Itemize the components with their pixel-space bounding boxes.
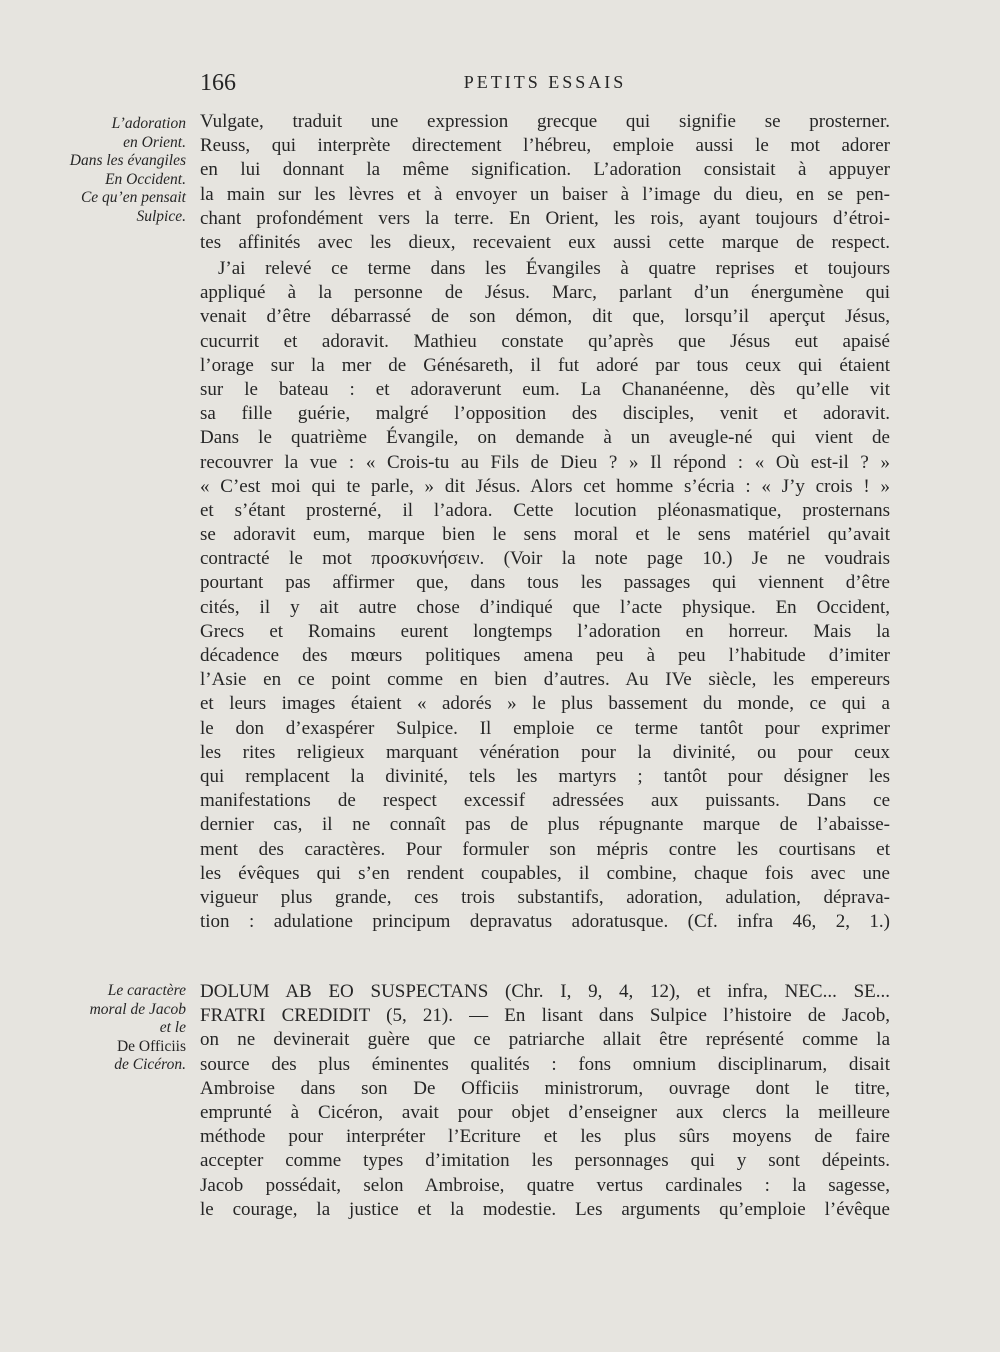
text-line: se adoravit eum, marque bien le sens moral et le sens matériel qu’avait (200, 524, 890, 546)
text-line: le don d’exaspérer Sulpice. Il emploie ce terme tantôt pour exprimer (200, 717, 890, 739)
text-line: l’Asie en ce point comme en bien d’autres. Au IVe siècle, les empereurs (200, 669, 890, 691)
text-line: décadence des mœurs politiques amena peu à peu l’habitude d’imiter (200, 645, 890, 666)
text-line: Ambroise dans son De Officiis ministrorum, ouvrage dont le titre, (200, 1077, 890, 1099)
text-line: FRATRI CREDIDIT (5, 21). — En lisant dans Sulpice l’histoire de Jacob, (200, 1005, 890, 1027)
margin-line: Le caractère (107, 982, 186, 999)
text-line: cités, il y ait autre chose d’indiqué que l’acte physique. En Occident, (200, 596, 890, 618)
text-line: DOLUM AB EO SUSPECTANS (Chr. I, 9, 4, 12), et infra, NEC... SE... (200, 981, 890, 1002)
text-line: les évêques qui s’en rendent coupables, il combine, chaque fois avec une (200, 862, 890, 884)
text-line: Grecs et Romains eurent longtemps l’adoration en horreur. Mais la (200, 620, 890, 642)
text-line: tion : adulatione principum depravatus adoratusque. (Cf. infra 46, 2, 1.) (200, 911, 890, 933)
text-line: accepter comme types d’imitation les personnages qui y sont dépeints. (200, 1150, 890, 1172)
margin-line: Ce qu’en pensait (80, 189, 186, 206)
text-line: recouvrer la vue : « Crois-tu au Fils de Dieu ? » Il répond : « Où est-il ? » (200, 451, 890, 473)
margin-line: De Officiis (116, 1037, 186, 1055)
margin-line: en Orient. (123, 133, 186, 151)
margin-line: moral de Jacob (89, 1000, 186, 1018)
text-line: dernier cas, il ne connaît pas de plus répugnante marque de l’abaisse- (200, 814, 890, 836)
text-line: J’ai relevé ce terme dans les Évangiles à quatre reprises et toujours (218, 258, 890, 279)
text-line: la main sur les lèvres et à envoyer un baiser à l’image du dieu, en se pen- (200, 183, 890, 205)
text-line: tes affinités avec les dieux, recevaient eux aussi cette marque de respect. (200, 231, 890, 253)
margin-line: Dans les évangiles (69, 152, 186, 169)
margin-line: de Cicéron. (114, 1056, 186, 1073)
text-line: venait d’être débarrassé de son démon, dit que, lorsqu’il aperçut Jésus, (200, 306, 890, 328)
text-line: Vulgate, traduit une expression grecque qui signifie se prosterner. (200, 111, 890, 132)
text-line: vigueur plus grande, ces trois substantifs, adoration, adulation, déprava- (200, 886, 890, 908)
text-line: et s’étant prosterné, il l’adora. Cette locution pléonasmatique, prosternans (200, 499, 890, 521)
running-title: PETITS ESSAIS (463, 72, 627, 92)
text-line: sa fille guérie, malgré l’opposition des disciples, venit et adoravit. (200, 403, 890, 425)
text-line: cucurrit et adoravit. Mathieu constate qu’après que Jésus eut apaisé (200, 330, 890, 352)
text-line: en lui donnant la même signification. L’adoration consistait à appuyer (200, 159, 890, 181)
margin-note-jacob (60, 982, 186, 1075)
margin-line: En Occident. (105, 170, 186, 188)
text-line: contracté le mot προσκυνήσειν. (Voir la note page 10.) Je ne voudrais (200, 548, 890, 570)
text-line: pourtant pas affirmer que, dans tous les passages qui viennent d’être (200, 572, 890, 594)
margin-note-adoration (60, 115, 186, 226)
margin-line: L’adoration (111, 115, 186, 132)
paragraph-adoration-orient (200, 110, 890, 255)
paragraph-jacob (200, 980, 890, 1222)
text-line: les rites religieux marquant vénération pour la divinité, ou pour ceux (200, 741, 890, 763)
text-line: le courage, la justice et la modestie. Les arguments qu’emploie l’évêque (200, 1198, 890, 1220)
text-line: appliqué à la personne de Jésus. Marc, parlant d’un énergumène qui (200, 282, 890, 304)
text-line: l’orage sur la mer de Génésareth, il fut adoré par tous ceux qui étaient (200, 354, 890, 376)
text-line: chant profondément vers la terre. En Orient, les rois, ayant toujours d’étroi- (200, 207, 890, 229)
text-line: Jacob possédait, selon Ambroise, quatre vertus cardinales : la sagesse, (200, 1174, 890, 1196)
running-head (200, 70, 890, 100)
paragraph-evangiles (200, 257, 890, 934)
text-line: sur le bateau : et adoraverunt eum. La Chananéenne, dès qu’elle vit (200, 378, 890, 400)
text-line: on ne devinerait guère que ce patriarche allait être représenté comme la (200, 1029, 890, 1051)
text-line: ment des caractères. Pour formuler son mépris contre les courtisans et (200, 838, 890, 860)
margin-line: et le (159, 1019, 186, 1036)
text-line: source des plus éminentes qualités : fons omnium disciplinarum, disait (200, 1053, 890, 1075)
text-line: méthode pour interpréter l’Ecriture et les plus sûrs moyens de faire (200, 1126, 890, 1148)
text-line: qui remplacent la divinité, tels les martyrs ; tantôt pour désigner les (200, 765, 890, 787)
text-line: « C’est moi qui te parle, » dit Jésus. Alors cet homme s’écria : « J’y crois ! » (200, 475, 890, 497)
text-line: Dans le quatrième Évangile, on demande à un aveugle-né qui vient de (200, 427, 890, 449)
text-line: manifestations de respect excessif adressées aux puissants. Dans ce (200, 790, 890, 812)
text-line: emprunté à Cicéron, avait pour objet d’enseigner aux clercs la meilleure (200, 1101, 890, 1123)
text-line: et leurs images étaient « adorés » le plus bassement du monde, ce qui a (200, 693, 890, 715)
text-line: Reuss, qui interprète directement l’hébreu, emploie aussi le mot adorer (200, 135, 890, 157)
page-number: 166 (200, 70, 236, 96)
margin-line: Sulpice. (136, 207, 186, 225)
